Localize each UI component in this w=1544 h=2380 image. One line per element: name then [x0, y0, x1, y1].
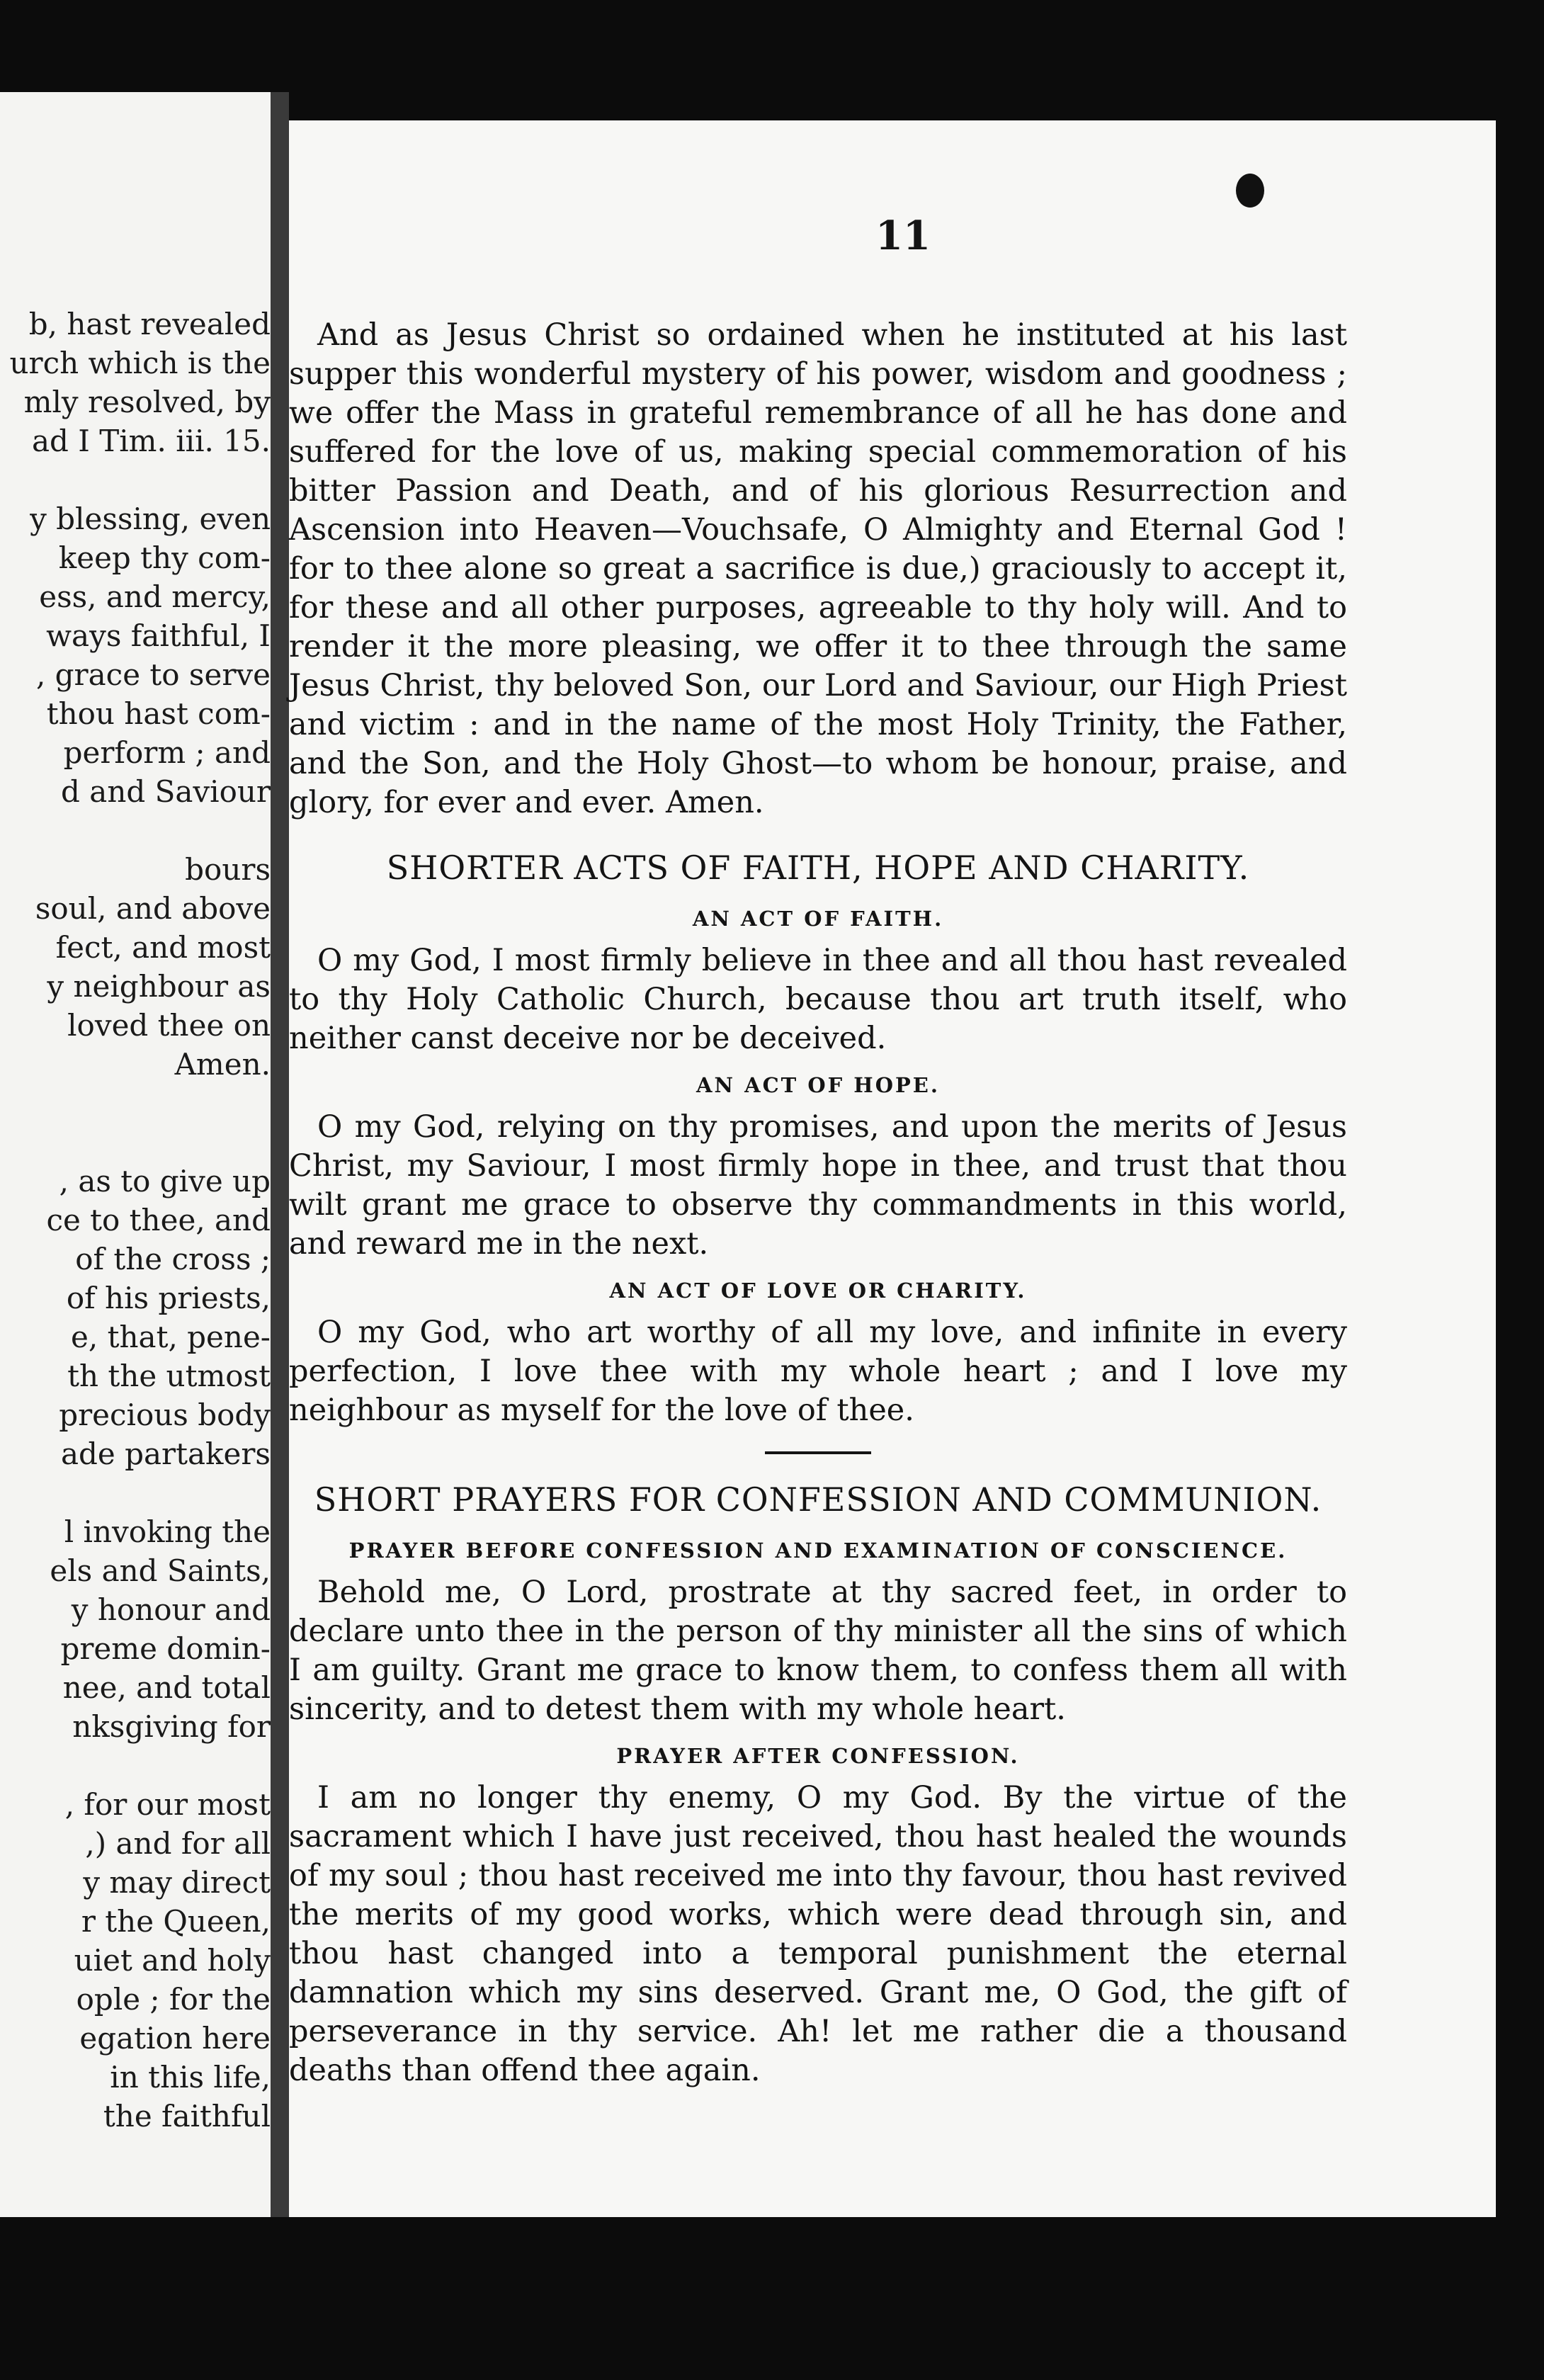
faith-text: O my God, I most firmly believe in thee and all thou hast revealed to thy Holy Catholic Church, because thou art truth itself, who neither canst deceive nor be deceived. — [289, 943, 1347, 1056]
previous-page-line: , for our most — [64, 1787, 271, 1822]
previous-page-line: ade partakers — [61, 1436, 271, 1471]
previous-page-line: mly resolved, by — [23, 385, 271, 419]
previous-page-line: , as to give up — [59, 1164, 271, 1198]
previous-page-line: ess, and mercy, — [39, 579, 271, 614]
previous-page-line — [0, 460, 271, 499]
previous-page-line: d and Saviour — [61, 774, 271, 809]
previous-page-line: of his priests, — [66, 1281, 271, 1315]
previous-page-line: keep thy com- — [58, 540, 271, 575]
previous-page-text — [0, 305, 271, 2136]
previous-page-line: y honour and — [71, 1592, 271, 1627]
prayer-before-title: PRAYER BEFORE CONFESSION AND EXAMINATION OF CONSCIENCE. — [348, 1538, 1288, 1563]
previous-page-line: egation here — [79, 2021, 271, 2056]
ink-spot — [1236, 174, 1264, 208]
previous-page-line: uiet and holy — [74, 1943, 271, 1978]
prayer-after-text: I am no longer thy enemy, O my God. By the virtue of the sacrament which I have just received, thou hast healed the wounds of my soul ; thou hast received me into thy favour, thou hast revived the merits of my good works, which were dead through sin, and thou hast changed into a temporal punishment the eternal damnation which my sins deserved. Grant me, O God, the gift of perseverance in thy service. Ah! let me rather die a thousand deaths than offend thee again. — [289, 1780, 1347, 2088]
previous-page-line: nee, and total — [62, 1670, 271, 1705]
love-title: AN ACT OF LOVE OR CHARITY. — [609, 1279, 1027, 1303]
previous-page-line: ople ; for the — [76, 1982, 271, 2017]
previous-page-line: in this life, — [110, 2060, 271, 2095]
prayer-before-text: Behold me, O Lord, prostrate at thy sacred feet, in order to declare unto thee in the person of thy minister all the sins of which I am guilty. Grant me grace to know them, to confess them all with sincerity, and to detest them with my whole heart. — [289, 1575, 1347, 1727]
previous-page-line — [0, 811, 271, 850]
previous-page-line: els and Saints, — [50, 1553, 271, 1588]
section-title-prayers: SHORT PRAYERS FOR CONFESSION AND COMMUNION. — [314, 1480, 1322, 1519]
faith-title: AN ACT OF FAITH. — [692, 907, 944, 931]
previous-page-line — [0, 1746, 271, 1785]
previous-page-line: loved thee on — [67, 1008, 271, 1043]
previous-page-line: soul, and above — [35, 891, 271, 926]
previous-page-line: nksgiving for — [72, 1709, 271, 1744]
previous-page-line — [0, 1473, 271, 1512]
page-content — [289, 212, 1347, 2090]
previous-page-line — [0, 1123, 271, 1162]
previous-page-line: th the utmost — [67, 1359, 271, 1393]
previous-page-line: b, hast revealed — [28, 307, 271, 341]
previous-page-line: preme domin- — [60, 1631, 271, 1666]
previous-page-line: urch which is the — [9, 346, 271, 380]
previous-page-line: r the Queen, — [81, 1904, 271, 1939]
hope-text: O my God, relying on thy promises, and upon the merits of Jesus Christ, my Saviour, I most firmly hope in thee, and trust that thou wilt grant me grace to observe thy commandments in this world, and reward me in the next. — [289, 1109, 1347, 1262]
previous-page-line: ways faithful, I — [46, 618, 271, 653]
intro-paragraph: And as Jesus Christ so ordained when he instituted at his last supper this wonderful mystery of his power, wisdom and goodness ; we offer the Mass in grateful remembrance of all he has done and suffered for the love of us, making special commemoration of his bitter Passion and Death, and of his glorious Resurrection and Ascension into Heaven—Vouchsafe, O Almighty and Eternal God ! for to thee alone so great a sacrifice is due,) graciously to accept it, for these and all other purposes, agreeable to thy holy will. And to render it the more pleasing, we offer it to thee through the same Jesus Christ, thy beloved Son, our Lord and Saviour, our High Priest and victim : and in the name of the most Holy Trinity, the Father, and the Son, and the Holy Ghost—to whom be honour, praise, and glory, for ever and ever. Amen. — [289, 317, 1347, 820]
previous-page-line: Amen. — [174, 1047, 271, 1082]
previous-page — [0, 92, 278, 2217]
previous-page-line: ce to thee, and — [46, 1203, 271, 1237]
page-number: 11 — [875, 212, 931, 259]
prayer-after-title: PRAYER AFTER CONFESSION. — [616, 1744, 1020, 1768]
previous-page-line: e, that, pene- — [71, 1320, 271, 1354]
previous-page-line: y may direct — [83, 1865, 271, 1900]
previous-page-line: y neighbour as — [47, 969, 271, 1004]
previous-page-line: ad I Tim. iii. 15. — [32, 424, 271, 458]
book-gutter — [271, 92, 289, 2217]
previous-page-line — [0, 1084, 271, 1123]
previous-page-line: , grace to serve — [35, 657, 271, 692]
previous-page-line: perform ; and — [63, 735, 271, 770]
previous-page-line: ,) and for all — [85, 1826, 271, 1861]
previous-page-line: fect, and most — [55, 930, 271, 965]
previous-page-line: l invoking the — [64, 1514, 271, 1549]
hope-title: AN ACT OF HOPE. — [696, 1073, 940, 1097]
section-divider — [765, 1451, 871, 1454]
section-title-acts: SHORTER ACTS OF FAITH, HOPE AND CHARITY. — [386, 849, 1250, 887]
previous-page-line: thou hast com- — [46, 696, 271, 731]
previous-page-line: y blessing, even — [30, 502, 271, 536]
previous-page-line: precious body — [59, 1398, 271, 1432]
love-text: O my God, who art worthy of all my love, and infinite in every perfection, I love thee with my whole heart ; and I love my neighbour as myself for the love of thee. — [289, 1315, 1347, 1428]
previous-page-line: bours — [185, 852, 271, 887]
previous-page-line: of the cross ; — [75, 1242, 271, 1276]
previous-page-line: the faithful — [103, 2099, 271, 2134]
